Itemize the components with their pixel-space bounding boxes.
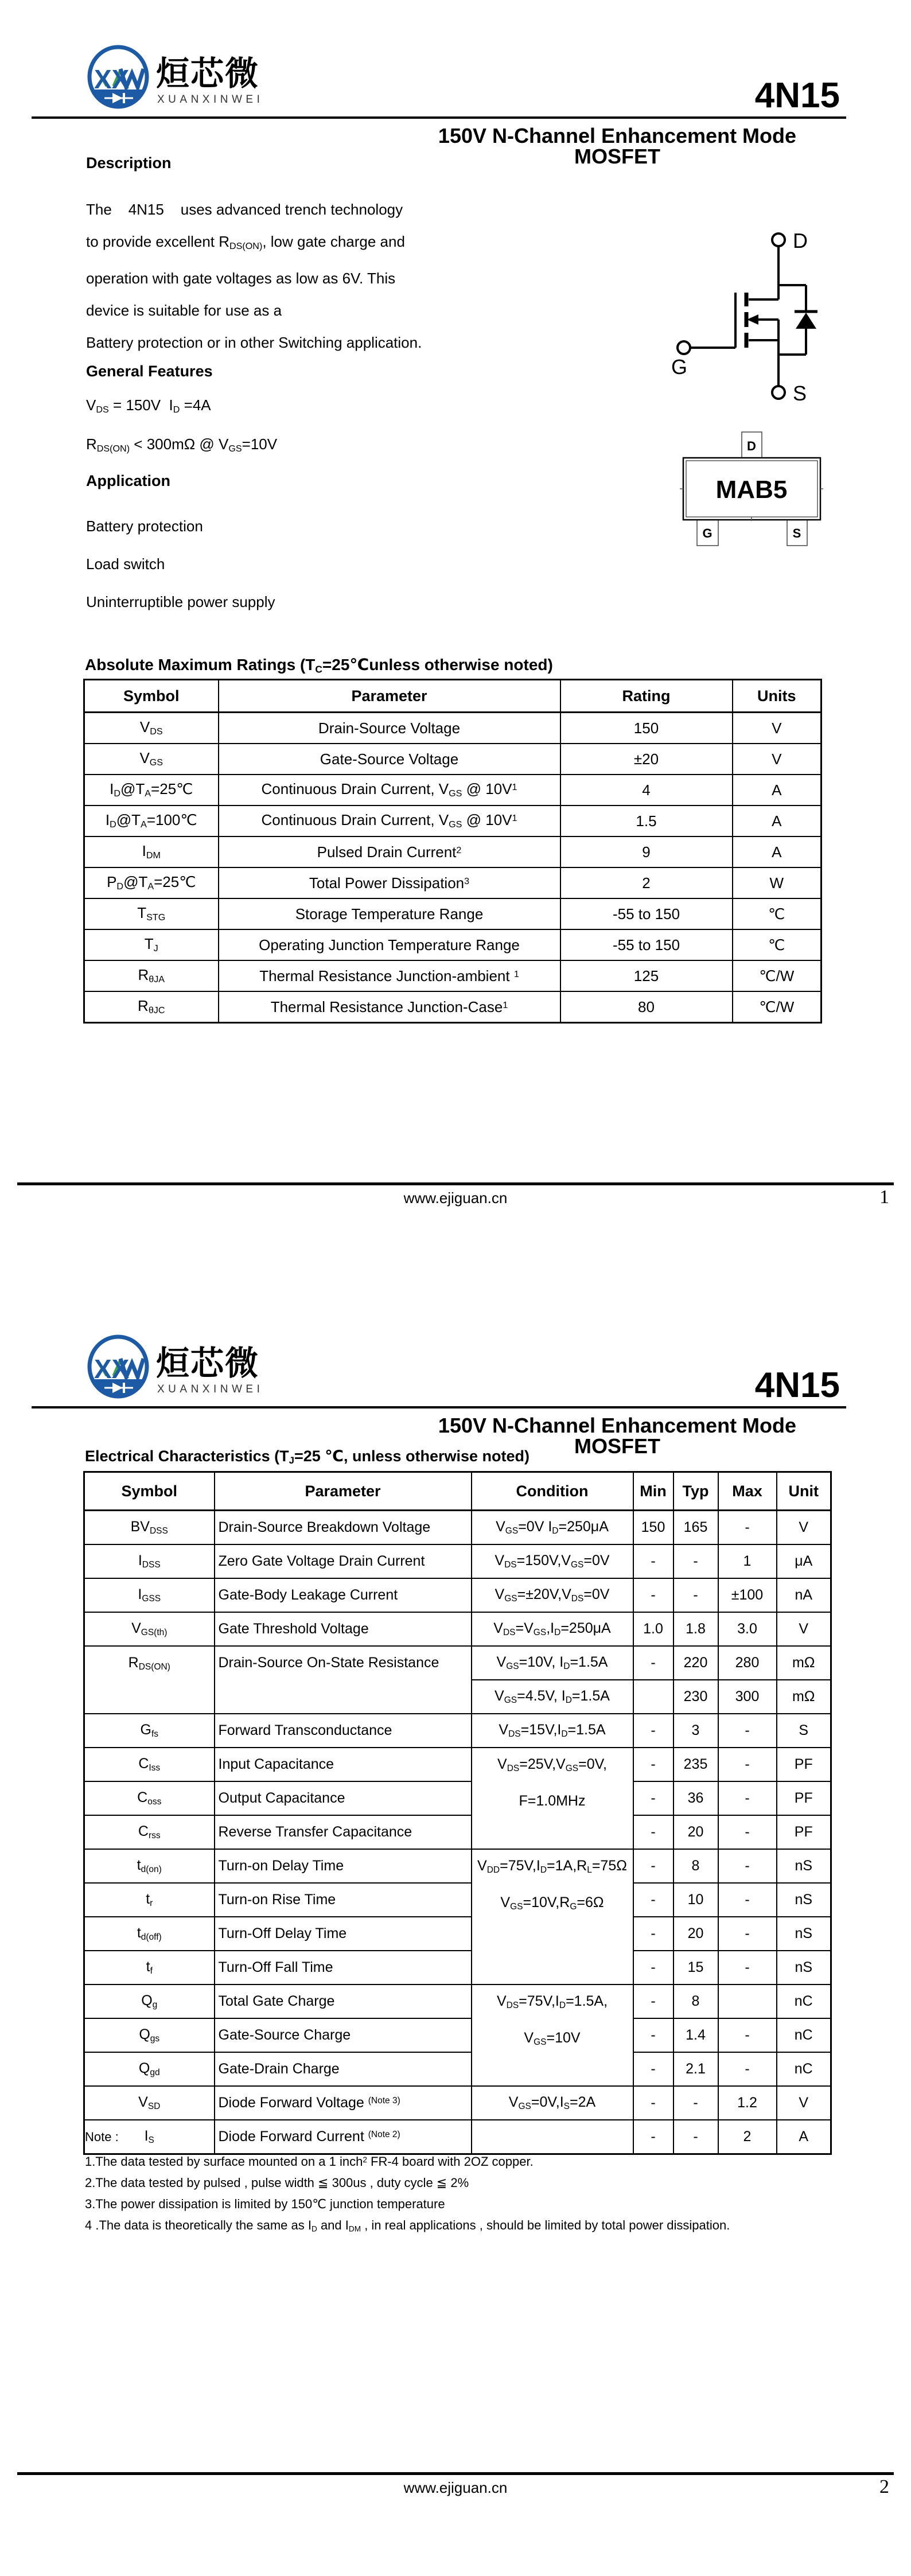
table-cell: - (718, 2018, 777, 2052)
table-cell: ℃ (733, 898, 822, 929)
table-cell: $V_{DS}=75V,I_D=1.5A$, $V_{GS}=10V$ (472, 1984, 633, 2086)
table-cell: nC (777, 2018, 831, 2052)
table-cell: $V_{DS}=15V,I_D=1.5A$ (472, 1714, 633, 1748)
electrical-characteristics-table (83, 1471, 832, 2155)
gate-label: G (671, 355, 688, 379)
table-cell: 8 (673, 1984, 718, 2018)
table-row (84, 1849, 831, 1883)
table-cell (718, 1984, 777, 2018)
table-row (84, 1781, 831, 1815)
table-row (84, 2052, 831, 2086)
table-cell: PF (777, 1748, 831, 1781)
table-cell: 20 (673, 1917, 718, 1951)
feature-line: $V_{DS} = 150V$ $I_D =4A$ (86, 396, 211, 415)
table-cell: nC (777, 1984, 831, 2018)
description-paragraph: The 4N15 uses advanced trench technology to provide excellent $R_{DS(ON)}$, low gate charge and operation with gate voltages as low as 6V. This device is suitable for use as a Battery protection or in other Switching application. (86, 201, 422, 352)
package-gate-label: G (702, 526, 713, 540)
package-outline-figure (680, 429, 823, 550)
column-header: Min (633, 1472, 673, 1511)
table-cell: V (733, 713, 822, 744)
table-cell: - (633, 1544, 673, 1578)
table-cell: - (718, 2052, 777, 2086)
table-cell: Turn-on Delay Time (215, 1849, 472, 1883)
table-cell: $P_D@T_A=25℃$ (84, 867, 219, 898)
table-cell: - (633, 1984, 673, 2018)
table-cell: Continuous Drain Current, $V_{GS}$ @ $10V^1$ (219, 775, 560, 806)
table-cell: Turn-Off Fall Time (215, 1951, 472, 1984)
table-cell: - (633, 1815, 673, 1849)
table-cell: ℃/W (733, 991, 822, 1023)
table-cell: $T_{STG}$ (84, 898, 219, 929)
brand-name-cn: 烜芯微 (156, 1345, 260, 1382)
table-cell: - (633, 1578, 673, 1612)
table-cell: ±20 (560, 744, 733, 775)
table-cell: A (777, 2120, 831, 2154)
table-cell: $V_{GS}=\pm 20V,V_{DS}=0V$ (472, 1578, 633, 1612)
logo-xx-letters: XX (94, 64, 130, 94)
general-features-heading: General Features (86, 363, 213, 380)
table-cell: 3.0 (718, 1612, 777, 1646)
application-heading: Application (86, 472, 170, 489)
drain-label: D (793, 229, 808, 252)
table-cell: nS (777, 1917, 831, 1951)
table-cell: 15 (673, 1951, 718, 1984)
table-cell: μA (777, 1544, 831, 1578)
table-cell: Turn-Off Delay Time (215, 1917, 472, 1951)
table-cell: $R_{\theta JC}$ (84, 991, 219, 1023)
table-cell: Turn-on Rise Time (215, 1883, 472, 1917)
table-cell: Zero Gate Voltage Drain Current (215, 1544, 472, 1578)
table-cell: Continuous Drain Current, $V_{GS}$ @ $10V^1$ (219, 806, 560, 836)
table-cell: 300 (718, 1680, 777, 1714)
table-row (84, 775, 822, 806)
table-cell: mΩ (777, 1646, 831, 1680)
column-header: Condition (472, 1472, 633, 1511)
table-cell: $G_{fs}$ (84, 1714, 215, 1748)
table-cell: Drain-Source Voltage (219, 713, 560, 744)
table-cell: $T_J$ (84, 929, 219, 960)
table-cell: $I_{GSS}$ (84, 1578, 215, 1612)
column-header: Parameter (215, 1472, 472, 1511)
table-cell: 150 (560, 713, 733, 744)
table-cell: 235 (673, 1748, 718, 1781)
table-cell (633, 1680, 673, 1714)
table-row (84, 1883, 831, 1917)
table-cell: $V_{GS}=10V$, $I_D=1.5A$ (472, 1646, 633, 1680)
feature-line: $R_{DS(ON)} < 300m\Omega$ @ $V_{GS}=10V$ (86, 435, 278, 454)
table-cell: Gate-Body Leakage Current (215, 1578, 472, 1612)
table-cell: - (718, 1951, 777, 1984)
table-cell: 125 (560, 960, 733, 991)
table-cell: $t_f$ (84, 1951, 215, 1984)
table-cell: $I_D@T_A=100℃$ (84, 806, 219, 836)
table-row (84, 898, 822, 929)
package-name-label: MAB5 (715, 476, 788, 504)
application-list: Battery protection Load switch Uninterruptible power supply (86, 517, 275, 610)
table-cell: $Q_{gd}$ (84, 2052, 215, 2086)
table-cell: A (733, 775, 822, 806)
table-cell: Forward Transconductance (215, 1714, 472, 1748)
table-cell: Operating Junction Temperature Range (219, 929, 560, 960)
header-rule (32, 116, 846, 119)
table-cell: $V_{DD}=75V,I_D=1A,R_L=75\Omega$ $V_{GS}=10V,R_G=6\Omega$ (472, 1849, 633, 1984)
footer-rule (17, 1182, 894, 1185)
column-header: Parameter (219, 680, 560, 713)
table-cell: $I_D@T_A=25℃$ (84, 775, 219, 806)
table-cell: Reverse Transfer Capacitance (215, 1815, 472, 1849)
column-header: Rating (560, 680, 733, 713)
table-cell: $V_{SD}$ (84, 2086, 215, 2120)
body-diode-triangle (796, 313, 816, 329)
table-cell: - (673, 1544, 718, 1578)
table-cell: $C_{Iss}$ (84, 1748, 215, 1781)
brand-name-cn: 烜芯微 (156, 55, 260, 92)
table-cell: V (777, 1612, 831, 1646)
header-rule (32, 1406, 846, 1408)
table-cell: Pulsed Drain Current$^2$ (219, 836, 560, 867)
table-row (84, 1612, 831, 1646)
table-cell: nS (777, 1849, 831, 1883)
table-row (84, 1511, 831, 1545)
table-cell: - (633, 2120, 673, 2154)
table-row (84, 1951, 831, 1984)
table-row (84, 1578, 831, 1612)
table-cell: A (733, 806, 822, 836)
table-cell: nA (777, 1578, 831, 1612)
table-cell: Total Power Dissipation$^3$ (219, 867, 560, 898)
table-cell: Input Capacitance (215, 1748, 472, 1781)
page-number: 1 (879, 1186, 889, 1208)
table-cell: 1 (718, 1544, 777, 1578)
table-cell: $V_{DS}=150V,V_{GS}=0V$ (472, 1544, 633, 1578)
table-cell: 280 (718, 1646, 777, 1680)
package-drain-label: D (747, 439, 756, 453)
table-cell: 3 (673, 1714, 718, 1748)
table-cell: $t_{d(on)}$ (84, 1849, 215, 1883)
table-cell: - (718, 1511, 777, 1545)
table-row (84, 1748, 831, 1781)
table-cell: nS (777, 1951, 831, 1984)
absolute-maximum-ratings-table (83, 679, 822, 1024)
table-cell: - (718, 1849, 777, 1883)
table-cell: $V_{GS}=4.5V$, $I_D=1.5A$ (472, 1680, 633, 1714)
table-row (84, 713, 822, 744)
table-cell: - (718, 1917, 777, 1951)
table-cell: PF (777, 1815, 831, 1849)
description-heading: Description (86, 154, 172, 172)
table-cell: 2.1 (673, 2052, 718, 2086)
footer-rule (17, 2472, 894, 2475)
company-logo (87, 45, 149, 109)
table-cell: 8 (673, 1849, 718, 1883)
table-cell: 9 (560, 836, 733, 867)
table-row (84, 2086, 831, 2120)
table-cell: ℃/W (733, 960, 822, 991)
table-cell: Output Capacitance (215, 1781, 472, 1815)
table-cell: $t_r$ (84, 1883, 215, 1917)
source-label: S (793, 382, 807, 405)
table-cell: $t_{d(off)}$ (84, 1917, 215, 1951)
table-cell: Thermal Resistance Junction-ambient $^1$ (219, 960, 560, 991)
table-cell: Diode Forward Current $^{(Note 2)}$ (215, 2120, 472, 2154)
column-header: Symbol (84, 680, 219, 713)
source-terminal (772, 386, 785, 399)
table-cell: - (633, 1849, 673, 1883)
column-header: Typ (673, 1472, 718, 1511)
package-source-label: S (792, 526, 801, 540)
table-cell: Total Gate Charge (215, 1984, 472, 2018)
table-cell: 230 (673, 1680, 718, 1714)
table-cell: Gate Threshold Voltage (215, 1612, 472, 1646)
table-cell: Gate-Source Charge (215, 2018, 472, 2052)
table-cell: nC (777, 2052, 831, 2086)
brand-name-en: XUANXINWEI (157, 1383, 264, 1395)
table-cell: 36 (673, 1781, 718, 1815)
table-cell: - (633, 2086, 673, 2120)
table-cell: - (633, 1917, 673, 1951)
brand-name-en: XUANXINWEI (157, 94, 264, 106)
logo-xx-letters: XX (94, 1354, 130, 1384)
table-cell: W (733, 867, 822, 898)
electrical-characteristics-title: Electrical Characteristics ($T_J=25$ ℃, unless otherwise noted) (85, 1447, 530, 1466)
table-cell: - (633, 1883, 673, 1917)
table-cell: - (633, 1781, 673, 1815)
table-cell: - (633, 1951, 673, 1984)
table-cell: 220 (673, 1646, 718, 1680)
table-cell: - (633, 1748, 673, 1781)
table-cell: V (733, 744, 822, 775)
table-cell: $V_{GS(th)}$ (84, 1612, 215, 1646)
column-header: Unit (777, 1472, 831, 1511)
table-row (84, 1815, 831, 1849)
table-cell: 20 (673, 1815, 718, 1849)
table-cell: - (718, 1815, 777, 1849)
table-cell: - (633, 2052, 673, 2086)
table-cell: 2 (718, 2120, 777, 2154)
table-row (84, 836, 822, 867)
abs-max-ratings-title: Absolute Maximum Ratings ($T_C=25℃unless$ otherwise noted) (85, 656, 553, 675)
table-cell: V (777, 2086, 831, 2120)
table-cell: 80 (560, 991, 733, 1023)
table-cell: Diode Forward Voltage $^{(Note 3)}$ (215, 2086, 472, 2120)
table-cell: $I_{DM}$ (84, 836, 219, 867)
column-header: Units (733, 680, 822, 713)
column-header: Max (718, 1472, 777, 1511)
table-row (84, 991, 822, 1023)
table-cell: Storage Temperature Range (219, 898, 560, 929)
table-row (84, 2018, 831, 2052)
table-row (84, 1984, 831, 2018)
table-cell: - (718, 1883, 777, 1917)
notes-text: 1.The data tested by surface mounted on a 1 inch$^2$ FR-4 board with 2OZ copper. 2.The data tested by pulsed , pulse width ≦ 300us , duty cycle ≦ 2% 3.The power dissipation is limited by 150℃ junction temperature 4 .The data is theoretically the same as $I_D$ and $I_{DM}$ , in real applications , should be limited by total power dissipation. (85, 2154, 730, 2233)
document-subtitle: 150V N-Channel Enhancement Mode MOSFET (438, 124, 797, 168)
table-cell: nS (777, 1883, 831, 1917)
table-cell: 10 (673, 1883, 718, 1917)
table-row (84, 806, 822, 836)
table-cell: 1.0 (633, 1612, 673, 1646)
table-cell: Gate-Source Voltage (219, 744, 560, 775)
column-header: Symbol (84, 1472, 215, 1511)
table-cell: $V_{DS}=25V,V_{GS}=0V$, F=1.0MHz (472, 1748, 633, 1849)
table-cell: - (718, 1714, 777, 1748)
table-row (84, 929, 822, 960)
table-row (84, 867, 822, 898)
table-cell: Gate-Drain Charge (215, 2052, 472, 2086)
table-cell: - (718, 1781, 777, 1815)
table-cell: - (673, 2120, 718, 2154)
part-number: 4N15 (754, 76, 840, 115)
document-subtitle: 150V N-Channel Enhancement Mode MOSFET (438, 1414, 797, 1458)
table-cell: mΩ (777, 1680, 831, 1714)
table-cell: 1.4 (673, 2018, 718, 2052)
table-cell: -55 to 150 (560, 898, 733, 929)
table-cell: $I_{DSS}$ (84, 1544, 215, 1578)
table-cell: PF (777, 1781, 831, 1815)
table-cell: 1.8 (673, 1612, 718, 1646)
table-cell: $C_{rss}$ (84, 1815, 215, 1849)
table-cell: $V_{DS}=V_{GS},I_D=250\mu A$ (472, 1612, 633, 1646)
table-cell: A (733, 836, 822, 867)
page-number: 2 (879, 2476, 889, 2497)
table-row (84, 960, 822, 991)
table-row (84, 1646, 831, 1680)
part-number: 4N15 (754, 1365, 840, 1405)
table-cell: 150 (633, 1511, 673, 1545)
table-cell: $I_S$ (84, 2120, 215, 2154)
gate-terminal (678, 341, 690, 354)
footer-website: www.ejiguan.cn (403, 2479, 508, 2496)
table-cell: - (673, 2086, 718, 2120)
table-cell: V (777, 1511, 831, 1545)
table-cell: 1.2 (718, 2086, 777, 2120)
table-cell: S (777, 1714, 831, 1748)
table-cell: Drain-Source On-State Resistance (215, 1646, 472, 1714)
company-logo (87, 1334, 149, 1399)
notes-heading: Note : (85, 2130, 119, 2144)
table-cell: $R_{DS(ON)}$ (84, 1646, 215, 1714)
table-row (84, 1714, 831, 1748)
table-row (84, 1917, 831, 1951)
source-arrow (747, 314, 758, 325)
table-row (84, 1544, 831, 1578)
table-cell: Drain-Source Breakdown Voltage (215, 1511, 472, 1545)
table-cell: $C_{oss}$ (84, 1781, 215, 1815)
table-cell: 1.5 (560, 806, 733, 836)
table-cell: $V_{GS}=0V,I_S=2A$ (472, 2086, 633, 2120)
table-cell: $V_{DS}$ (84, 713, 219, 744)
table-cell: ℃ (733, 929, 822, 960)
table-cell: Thermal Resistance Junction-Case$^1$ (219, 991, 560, 1023)
table-cell: - (633, 2018, 673, 2052)
table-cell: - (633, 1714, 673, 1748)
mosfet-symbol-figure (648, 218, 901, 407)
table-cell: $V_{GS}=0V$ $I_D=250\mu A$ (472, 1511, 633, 1545)
table-cell: $BV_{DSS}$ (84, 1511, 215, 1545)
table-cell: 4 (560, 775, 733, 806)
table-cell: $R_{\theta JA}$ (84, 960, 219, 991)
table-cell: $Q_{gs}$ (84, 2018, 215, 2052)
table-cell: $Q_g$ (84, 1984, 215, 2018)
header-row (84, 1472, 831, 1511)
table-cell: ±100 (718, 1578, 777, 1612)
table-row (84, 744, 822, 775)
table-cell: 165 (673, 1511, 718, 1545)
footer-website: www.ejiguan.cn (403, 1189, 508, 1207)
table-cell: - (633, 1646, 673, 1680)
header-row (84, 680, 822, 713)
table-cell: - (673, 1578, 718, 1612)
table-cell: - (718, 1748, 777, 1781)
table-cell: -55 to 150 (560, 929, 733, 960)
drain-terminal (772, 234, 785, 246)
table-cell: $V_{GS}$ (84, 744, 219, 775)
table-cell: 2 (560, 867, 733, 898)
